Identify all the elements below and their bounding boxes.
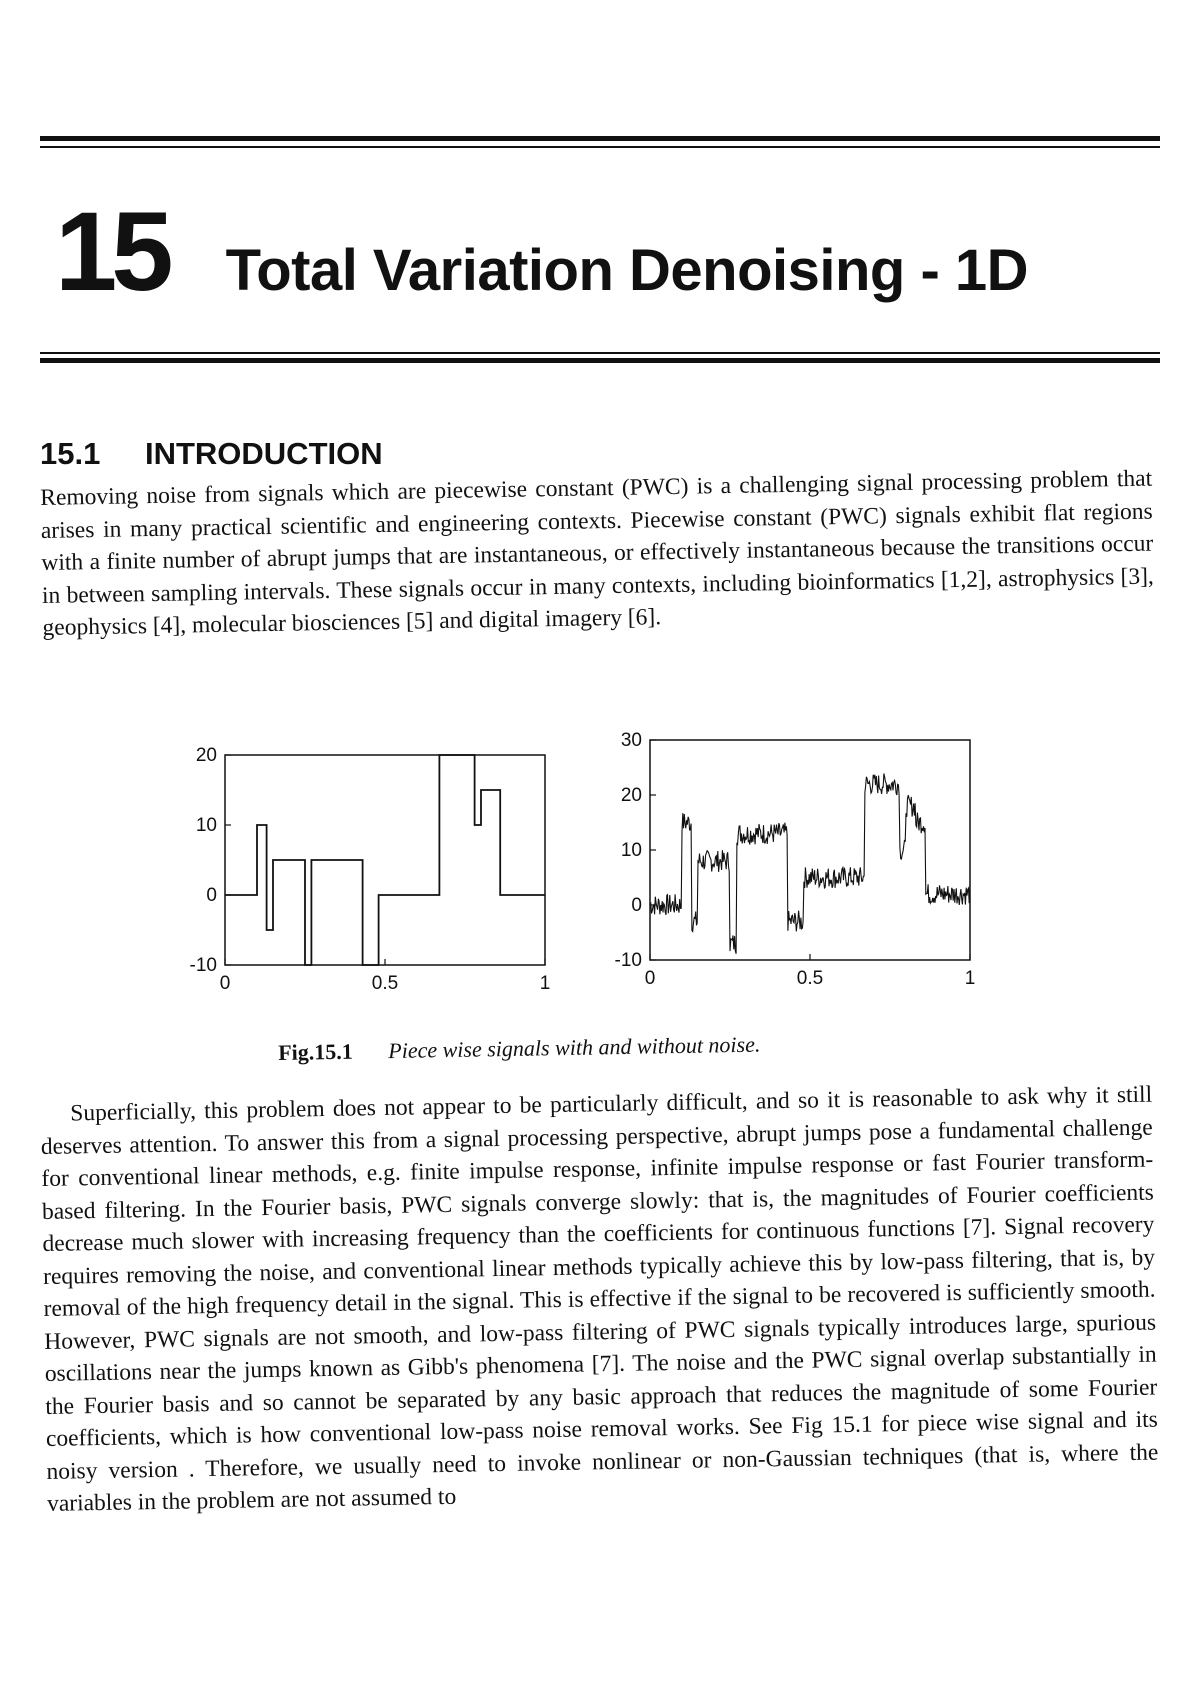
chart-noisy-signal bbox=[614, 730, 1020, 1015]
figure-caption-text: Piece wise signals with and without noise. bbox=[388, 1031, 761, 1064]
signal-line bbox=[225, 755, 545, 965]
figure-label: Fig.15.1 bbox=[278, 1038, 353, 1065]
x-tick-label: 0 bbox=[219, 973, 231, 994]
y-tick-label: 0 bbox=[631, 895, 642, 916]
x-tick-label: 0 bbox=[644, 968, 656, 989]
y-tick-label: 10 bbox=[620, 840, 642, 861]
chapter-number: 15 bbox=[55, 189, 168, 314]
chapter-heading bbox=[55, 189, 1029, 314]
x-tick-label: 0.5 bbox=[371, 973, 399, 994]
section-heading bbox=[40, 436, 383, 472]
chart-clean-signal bbox=[180, 735, 580, 1040]
x-tick-label: 1 bbox=[964, 968, 976, 989]
x-tick-label: 1 bbox=[539, 973, 551, 994]
top-rule-thin bbox=[40, 146, 1160, 148]
intro-paragraph: Removing noise from signals which are piecewise constant (PWC) is a challenging signal processing problem that arises in many practical scientific and engineering contexts. Piecewise constant (PWC) signals exhibit flat regions with a finite number of abrupt jumps that are instantaneous, or effectively instantaneous because the transitions occur in between sampling intervals. These signals occur in many contexts, including bioinformatics [1,2], astrophysics [3], geophysics [4], molecular biosciences [5] and digital imagery [6]. bbox=[40, 465, 1155, 641]
y-tick-label: -10 bbox=[614, 950, 642, 971]
x-tick-label: 0.5 bbox=[796, 968, 824, 989]
y-tick-label: 30 bbox=[620, 730, 642, 751]
y-tick-label: 20 bbox=[195, 745, 217, 766]
y-tick-label: 10 bbox=[195, 815, 217, 836]
chapter-title: Total Variation Denoising - 1D bbox=[225, 238, 1029, 303]
chart-clean-signal-svg bbox=[180, 735, 580, 1035]
signal-line bbox=[650, 774, 970, 954]
y-tick-label: 0 bbox=[206, 885, 217, 906]
y-tick-label: 20 bbox=[620, 785, 642, 806]
chart-noisy-signal-svg bbox=[614, 730, 1020, 1010]
bottom-rule-thin bbox=[40, 352, 1160, 354]
bottom-rule-thick bbox=[40, 358, 1160, 363]
section-title: INTRODUCTION bbox=[144, 436, 383, 471]
plot-frame bbox=[650, 740, 970, 960]
top-rule-thick bbox=[40, 136, 1160, 141]
section-number: 15.1 bbox=[40, 436, 101, 471]
y-tick-label: -10 bbox=[189, 955, 217, 976]
body-paragraph: Superficially, this problem does not appear to be particularly difficult, and so it is reasonable to ask why it still deserves attention. To answer this from a signal processing perspective, abrupt jumps pose a fundamental challenge for conventional linear methods, e.g. finite impulse response, infinite impulse response or fast Fourier transform-based filtering. In the Fourier basis, PWC signals converge slowly: that is, the magnitudes of Fourier coefficients decrease much slower with increasing frequency than the coefficients for continuous functions [7]. Signal recovery requires removing the noise, and conventional linear methods typically achieve this by low-pass filtering, that is, by removal of the high frequency detail in the signal. This is effective if the signal to be recovered is sufficiently smooth. However, PWC signals are not smooth, and low-pass filtering of PWC signals typically introduces large, spurious oscillations near the jumps known as Gibb's phenomena [7]. The noise and the PWC signal overlap substantially in the Fourier basis and so cannot be separated by any basic approach that reduces the magnitude of some Fourier coefficients, which is how conventional low-pass noise removal works. See Fig 15.1 for piece wise signal and its noisy version . Therefore, we usually need to invoke nonlinear or non-Gaussian techniques (that is, where the variables in the problem are not assumed to bbox=[40, 1081, 1159, 1517]
